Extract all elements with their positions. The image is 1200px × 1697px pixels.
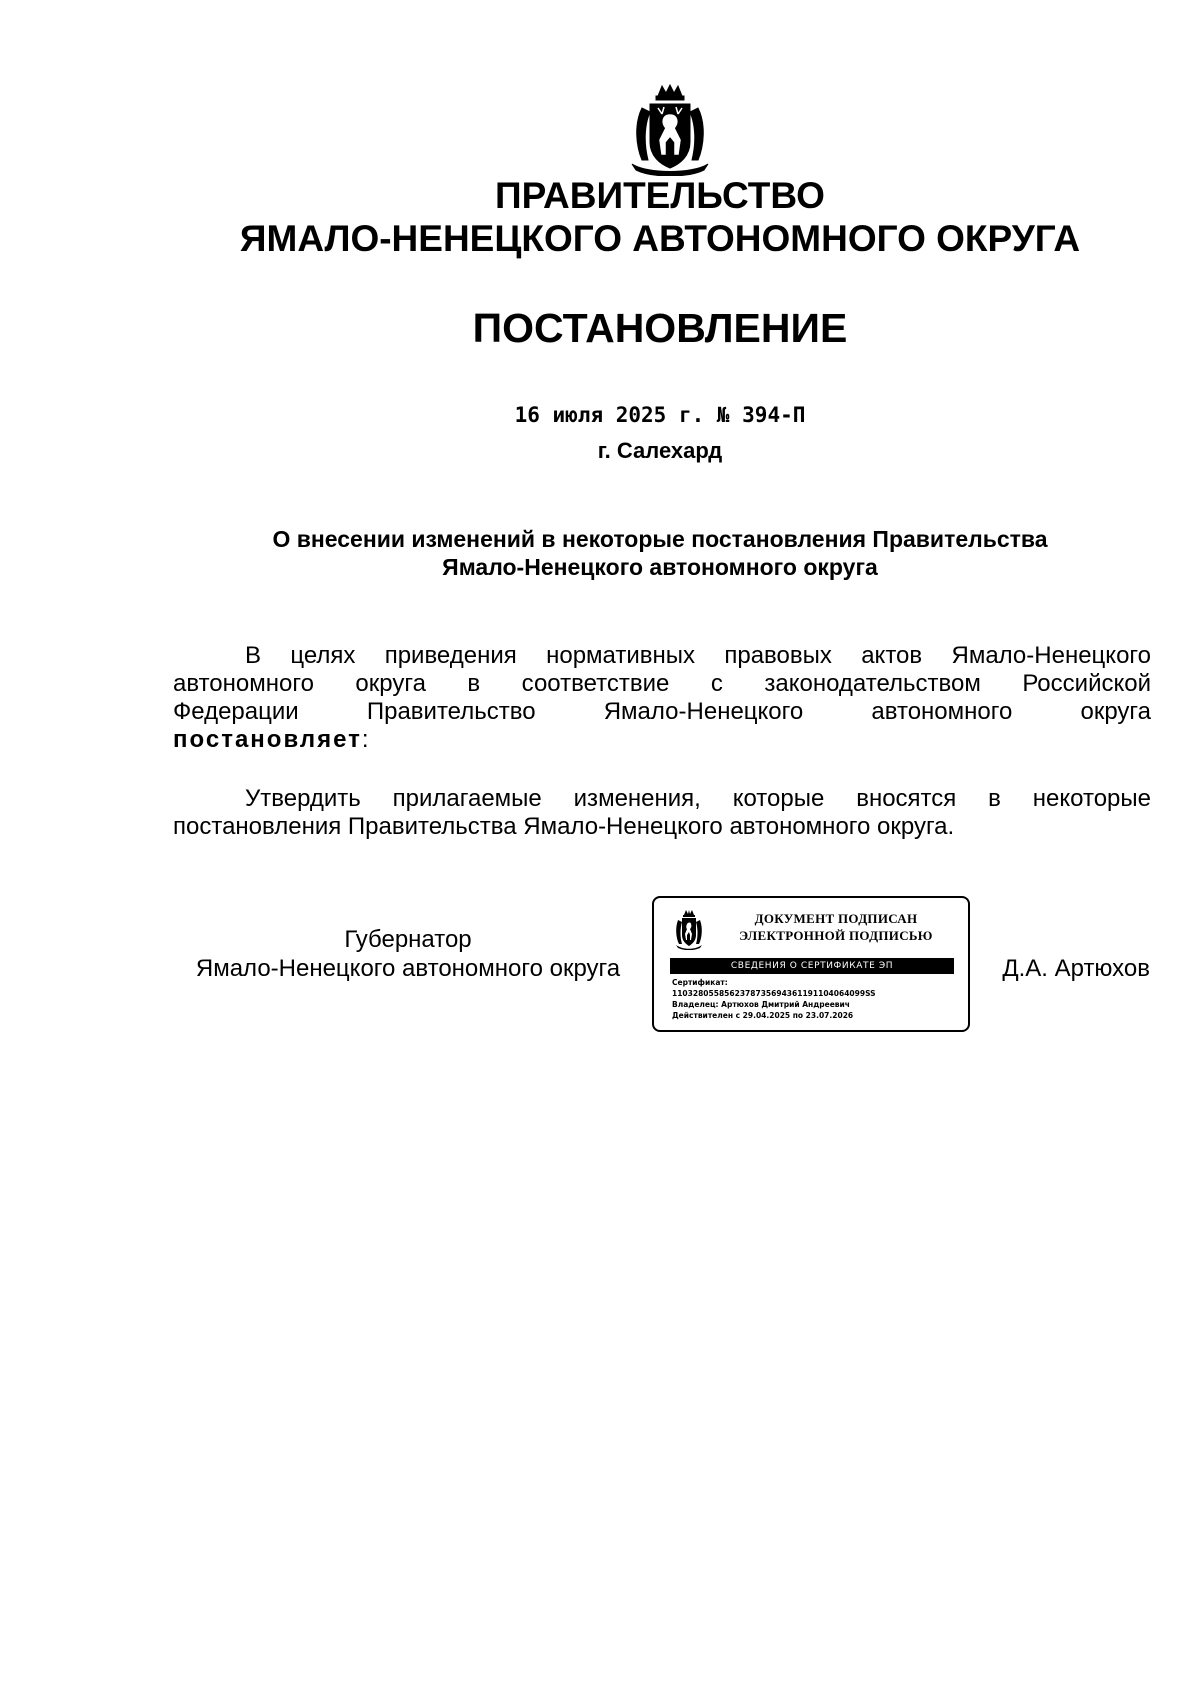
preamble-paragraph <box>173 642 1151 754</box>
preamble-line: автономного округа в соответствие с законодательством Российской <box>173 670 1151 697</box>
certificate-details <box>672 977 962 1021</box>
electronic-signature-stamp <box>652 896 970 1032</box>
certificate-validity: Действителен с 29.04.2025 по 23.07.2026 <box>672 1011 854 1020</box>
certificate-number: 1103280558562378735694361191104064099SS <box>672 989 876 998</box>
certificate-info-bar: СВЕДЕНИЯ О СЕРТИФИКАТЕ ЭП <box>670 958 954 974</box>
preamble-line: В целях приведения нормативных правовых актов Ямало-Ненецкого <box>245 642 1151 669</box>
stamp-title <box>716 910 956 944</box>
signatory-role-region: Ямало-Ненецкого автономного округа <box>195 955 621 982</box>
government-region-title: ЯМАЛО-НЕНЕЦКОГО АВТОНОМНОГО ОКРУГА <box>239 218 1081 259</box>
stamp-title-line-1: ДОКУМЕНТ ПОДПИСАН <box>754 911 918 926</box>
preamble-line: Федерации Правительство Ямало-Ненецкого автономного округа <box>173 698 1151 725</box>
decree-colon: : <box>361 726 369 753</box>
stamp-title-line-2: ЭЛЕКТРОННОЙ ПОДПИСЬЮ <box>739 928 933 943</box>
city: г. Салехард <box>597 438 723 463</box>
subject-line-1: О внесении изменений в некоторые постановления Правительства <box>272 526 1048 552</box>
signatory-role: Губернатор <box>344 926 472 953</box>
operative-line: постановления Правительства Ямало-Ненецкого автономного округа. <box>173 813 955 840</box>
operative-line: Утвердить прилагаемые изменения, которые вносятся в некоторые <box>245 785 1151 812</box>
yanao-coat-of-arms-icon <box>674 910 704 950</box>
decree-keyword: постановляет <box>173 726 362 753</box>
operative-paragraph <box>173 785 1151 841</box>
preamble-line <box>173 726 1151 754</box>
subject-line-2: Ямало-Ненецкого автономного округа <box>442 554 878 580</box>
government-title: ПРАВИТЕЛЬСТВО <box>495 175 825 216</box>
certificate-owner: Владелец: Артюхов Дмитрий Андреевич <box>672 1000 850 1009</box>
yanao-coat-of-arms-icon <box>628 84 712 176</box>
signer-name: Д.А. Артюхов <box>1002 955 1150 982</box>
date-and-number: 16 июля 2025 г. № 394-П <box>514 403 806 427</box>
document-type: ПОСТАНОВЛЕНИЕ <box>472 305 848 351</box>
certificate-label: Сертификат: <box>672 978 728 987</box>
